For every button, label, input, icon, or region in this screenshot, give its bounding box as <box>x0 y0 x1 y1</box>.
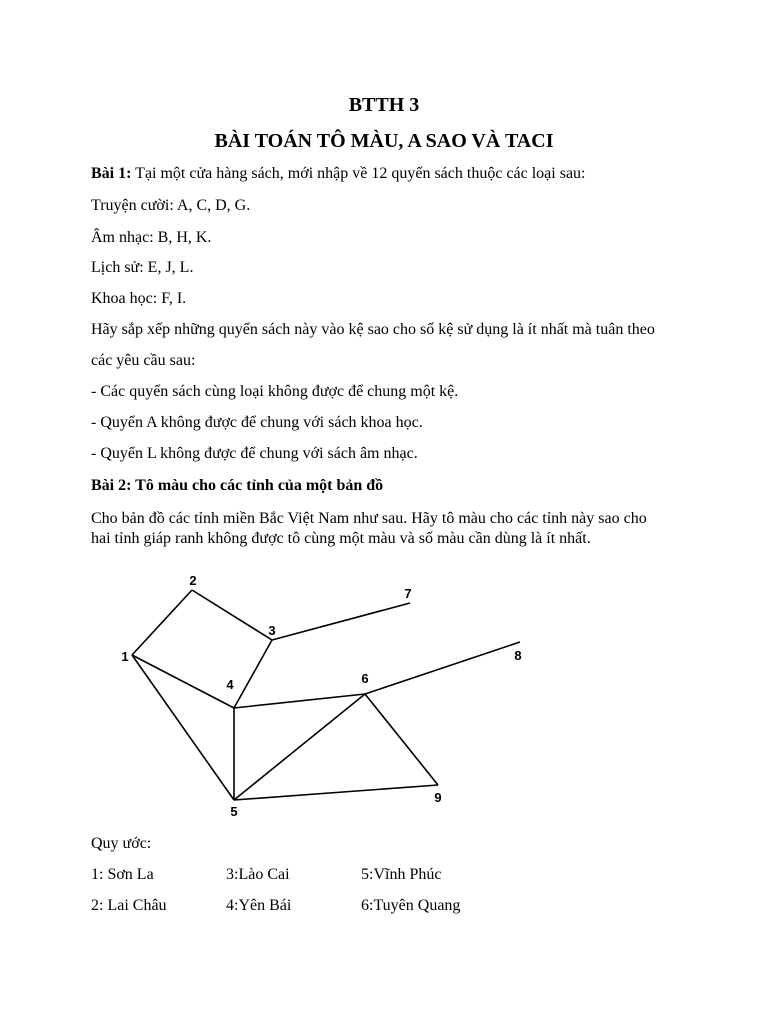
legend-title: Quy ước: <box>91 835 152 852</box>
bai2-desc-line1: Cho bản đồ các tỉnh miền Bắc Việt Nam như sau. Hãy tô màu cho các tỉnh này sao cho <box>91 510 647 527</box>
document-subheading: BÀI TOÁN TÔ MÀU, A SAO VÀ TACI <box>214 130 554 152</box>
graph-node-label-8: 8 <box>514 648 522 663</box>
legend-item-3: 3:Lào Cai <box>226 866 290 883</box>
category-lich-su: Lịch sử: E, J, L. <box>91 259 194 276</box>
graph-node-label-3: 3 <box>268 623 276 638</box>
graph-edge-1-4 <box>132 655 234 708</box>
graph-edge-6-9 <box>365 694 438 785</box>
legend-item-2: 2: Lai Châu <box>91 897 167 914</box>
bai2-title: Bài 2: Tô màu cho các tỉnh của một bản đồ <box>91 477 384 494</box>
legend-item-6: 6:Tuyên Quang <box>361 897 461 914</box>
graph-edge-1-2 <box>132 590 192 655</box>
legend-item-1: 1: Sơn La <box>91 866 154 883</box>
bai1-label: Bài 1: <box>91 165 132 182</box>
graph-edge-1-5 <box>132 655 234 800</box>
category-truyen-cuoi: Truyện cười: A, C, D, G. <box>91 197 251 214</box>
graph-node-label-9: 9 <box>434 790 442 805</box>
graph-edge-3-4 <box>234 640 272 708</box>
graph-node-label-2: 2 <box>189 573 197 588</box>
bai2-desc-line2: hai tỉnh giáp ranh không được tô cùng một màu và số màu cần dùng là ít nhất. <box>91 530 591 547</box>
graph-edge-5-9 <box>234 785 438 800</box>
graph-node-label-1: 1 <box>121 649 129 664</box>
graph-node-label-4: 4 <box>226 677 234 692</box>
graph-edge-4-6 <box>234 694 365 708</box>
bai1-task-line1: Hãy sắp xếp những quyển sách này vào kệ sao cho số kệ sử dụng là ít nhất mà tuân theo <box>91 321 655 338</box>
graph-edge-5-6 <box>234 694 365 800</box>
graph-node-label-7: 7 <box>404 586 412 601</box>
legend-item-5: 5:Vĩnh Phúc <box>361 866 442 883</box>
graph-edge-6-8 <box>365 642 520 694</box>
graph-edge-3-7 <box>272 603 410 640</box>
province-adjacency-graph <box>110 565 540 825</box>
rule-1: - Các quyển sách cùng loại không được để chung một kệ. <box>91 383 459 400</box>
bai1-task-line2: các yêu cầu sau: <box>91 352 196 369</box>
category-am-nhac: Âm nhạc: B, H, K. <box>91 229 212 246</box>
graph-node-label-5: 5 <box>230 804 238 819</box>
bai1-intro-line <box>91 165 585 183</box>
bai1-intro: Tại một cửa hàng sách, mới nhập về 12 quyển sách thuộc các loại sau: <box>131 165 586 182</box>
document-heading: BTTH 3 <box>348 94 420 116</box>
legend-item-4: 4:Yên Bái <box>226 897 292 914</box>
rule-3: - Quyển L không được để chung với sách âm nhạc. <box>91 445 418 462</box>
rule-2: - Quyển A không được để chung với sách khoa học. <box>91 414 423 431</box>
graph-node-label-6: 6 <box>361 671 369 686</box>
graph-edge-2-3 <box>192 590 272 640</box>
category-khoa-hoc: Khoa học: F, I. <box>91 290 187 307</box>
